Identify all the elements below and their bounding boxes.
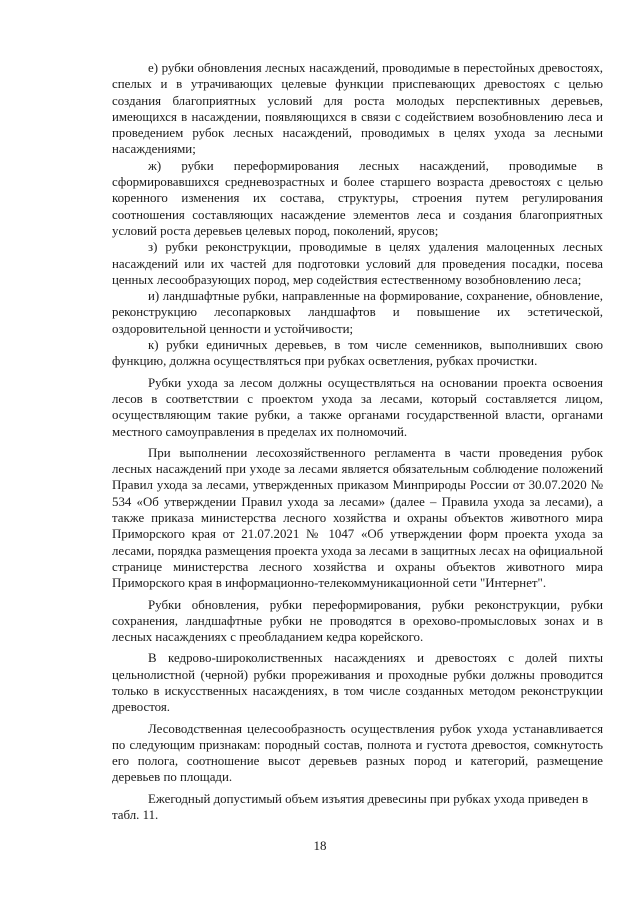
paragraph-z-reconstruction-felling: з) рубки реконструкции, проводимые в целях удаления малоценных лесных насаждений или их частей для подготовки условий для проведения посадки, посева ценных лесообразующих пород, мер содействия естественному возобновлению леса; xyxy=(112,240,603,287)
page-number: 18 xyxy=(313,838,327,853)
paragraph-k-single-tree-felling: к) рубки единичных деревьев, в том числе семенников, выполнивших свою функцию, должна осуществляться при рубках осветления, рубках прочистки. xyxy=(112,338,603,369)
paragraph-prohibited-zones: Рубки обновления, рубки переформирования, рубки реконструкции, рубки сохранения, ландшафтные рубки не проводятся в орехово-промысловых зонах и в лесных насаждениях с преобладанием кедра корейского. xyxy=(112,597,603,645)
paragraph-i-landscape-felling: и) ландшафтные рубки, направленные на формирование, сохранение, обновление, реконструкцию лесопарковых ландшафтов и повышение их эстетической, оздоровительной ценности и устойчивости; xyxy=(112,289,603,336)
body-text xyxy=(112,60,603,823)
paragraph-regulation-compliance: При выполнении лесохозяйственного регламента в части проведения рубок лесных насаждений при уходе за лесами является обязательным соблюдение положений Правил ухода за лесами, утвержденных приказом Минприроды России от 30.07.2020 № 534 «Об утверждении Правил ухода за лесами» (далее – Правила ухода за лесами), а также приказа министерства лесного хозяйства и охраны объектов животного мира Приморского края от 21.07.2021 № 1047 «Об утверждении форм проекта ухода за лесами, порядка размещения проекта ухода за лесами в защитных лесах на официальной странице министерства лесного хозяйства и охраны объектов животного мира Приморского края в информационно-телекоммуникационной сети "Интернет". xyxy=(112,445,603,591)
paragraph-care-project-basis: Рубки ухода за лесом должны осуществляться на основании проекта освоения лесов в соответствии с проектом ухода за лесами, который составляется лицом, осуществляющим такие рубки, а также органами государственной власти, органами местного самоуправления в пределах их полномочий. xyxy=(112,375,603,439)
paragraph-zh-reformation-felling: ж) рубки переформирования лесных насаждений, проводимые в сформировавшихся средневозрастных и более старшего возраста древостоях с целью коренного изменения их состава, структуры, строения путем регулирования соотношения составляющих насаждение элементов леса и создания благоприятных условий роста деревьев целевых пород, поколений, ярусов; xyxy=(112,158,603,238)
paragraph-cedar-broadleaf-stands: В кедрово-широколиственных насаждениях и древостоях с долей пихты цельнолистной (черной) рубки прореживания и проходные рубки должны проводится только в искусственных насаждениях, в том числе созданных методом реконструкции древостоя. xyxy=(112,651,603,715)
paragraph-silvicultural-criteria: Лесоводственная целесообразность осуществления рубок ухода устанавливается по следующим признакам: породный состав, полнота и густота древостоя, сомкнутость его полога, соотношение высот деревьев разных пород и категорий, размещение деревьев по площади. xyxy=(112,721,603,785)
paragraph-annual-volume-reference: Ежегодный допустимый объем изъятия древесины при рубках ухода приведен в табл. 11. xyxy=(112,791,589,823)
paragraph-e-renewal-felling: е) рубки обновления лесных насаждений, проводимые в перестойных древостоях, спелых и в утрачивающих целевые функции приспевающих древостоях с целью создания благоприятных условий для роста молодых перспективных деревьев, имеющихся в насаждении, появляющихся в связи с содействием возобновлению леса и проведением рубок лесных насаждений, проводимых в целях ухода за лесными насаждениями; xyxy=(112,61,603,157)
